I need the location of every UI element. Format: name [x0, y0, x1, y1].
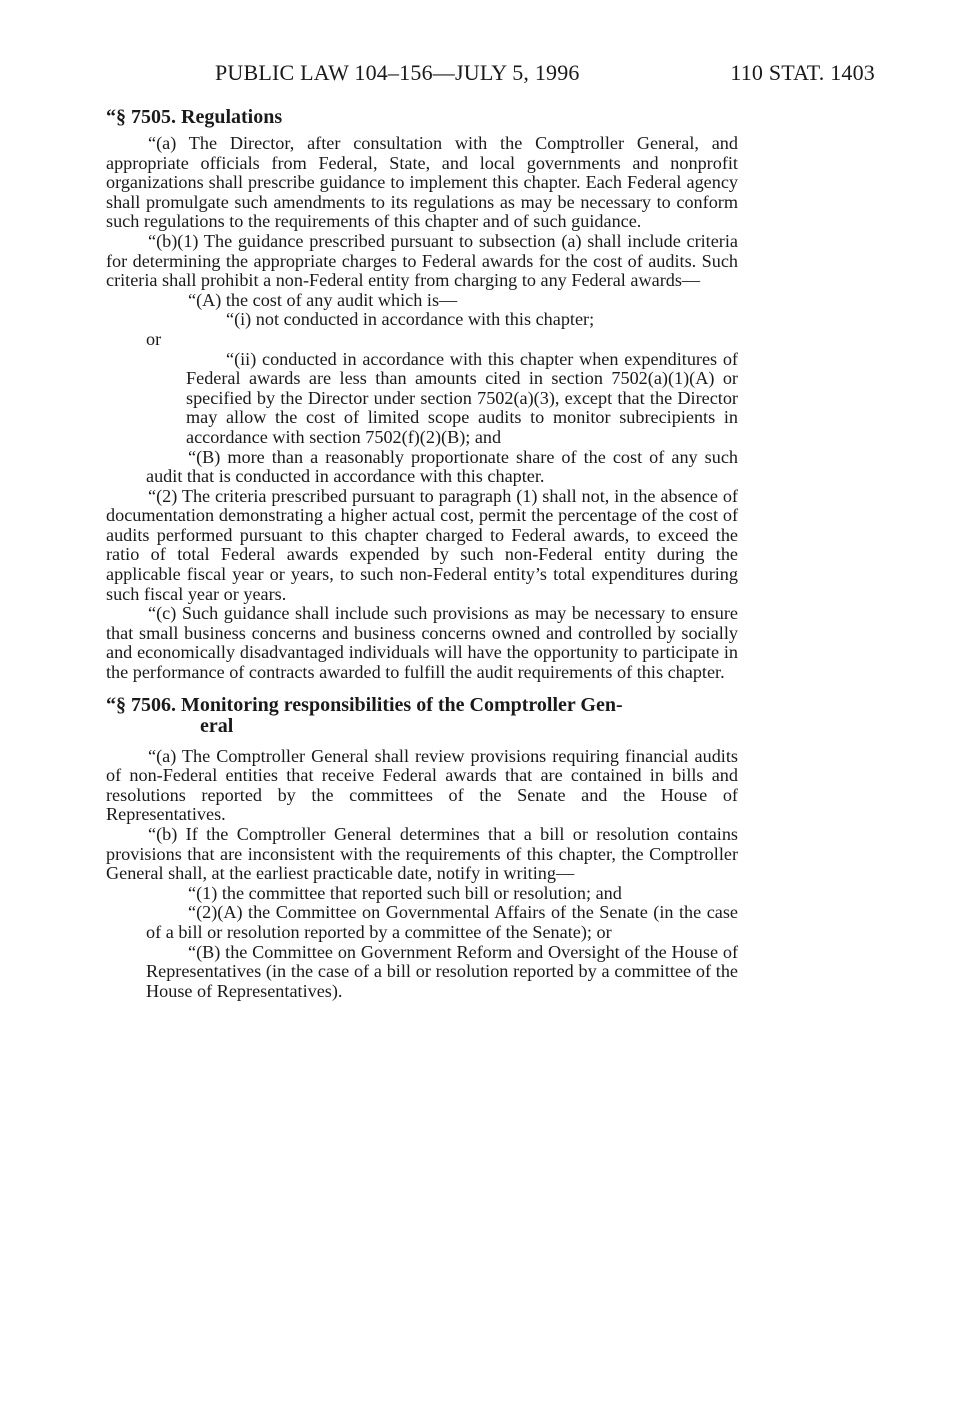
section-7505-paragraph-b2: “(2) The criteria prescribed pursuant to paragraph (1) shall not, in the absence of documentation demonstrating a higher actual cost, permit the percentage of the cost of audits performed pursuant to this chapter charged to Federal awards, to exceed the ratio of total Federal awards expended by such non-Federal entity during the applicable fiscal year or years, to such non-Federal entity’s total expenditures during such fiscal year or years.: [106, 485, 738, 604]
section-7506-paragraph-b2A: “(2)(A) the Committee on Governmental Affairs of the Senate (in the case of a bill or resolution reported by a committee of the Senate); or: [146, 902, 738, 942]
public-law-citation: PUBLIC LAW 104–156—JULY 5, 1996: [215, 60, 580, 85]
section-7505-or-connector: or: [146, 328, 162, 349]
section-7506-heading: [106, 695, 738, 737]
section-7506-subsection-b: “(b) If the Comptroller General determines that a bill or resolution contains provisions that are inconsistent with the requirements of this chapter, the Comptroller General shall, at the earliest practicable date, notify in writing—: [106, 824, 738, 884]
section-7506-subsection-a: “(a) The Comptroller General shall review provisions requiring financial audits of non-Federal entities that receive Federal awards that are contained in bills and resolutions reported by the committees of the Senate and the House of Representatives.: [106, 745, 738, 825]
section-7505-heading: “§ 7505. Regulations: [106, 106, 283, 128]
section-7506-paragraph-b1: “(1) the committee that reported such bill or resolution; and: [188, 882, 622, 903]
section-7505-subsection-a: “(a) The Director, after consultation with the Comptroller General, and appropriate officials from Federal, State, and local governments and nonprofit organizations shall prescribe guidance to implement this chapter. Each Federal agency shall promulgate such amendments to its regulations as may be necessary to conform such regulations to the requirements of this chapter and of such guidance.: [106, 133, 738, 232]
section-7505-subsection-b1: “(b)(1) The guidance prescribed pursuant to subsection (a) shall include criteria for determining the appropriate charges to Federal awards for the cost of audits. Such criteria shall prohibit a non-Federal entity from charging to any Federal awards—: [106, 230, 738, 291]
section-7505-subsection-c: “(c) Such guidance shall include such provisions as may be necessary to ensure that small business concerns and business concerns owned and controlled by socially and economically disadvantaged individuals will have the opportunity to participate in the performance of contracts awarded to fulfill the audit requirements of this chapter.: [106, 603, 738, 683]
statute-page-number: 110 STAT. 1403: [730, 60, 875, 85]
section-7506-paragraph-b2B: “(B) the Committee on Government Reform and Oversight of the House of Representatives (in the case of a bill or resolution reported by a committee of the House of Representatives).: [146, 941, 738, 1001]
section-7506-heading-line1: “§ 7506. Monitoring responsibilities of the Comptroller Gen-: [106, 693, 623, 716]
running-header: [215, 60, 875, 90]
section-7505-clause-b1B: “(B) more than a reasonably proportionate share of the cost of any such audit that is conducted in accordance with this chapter.: [146, 446, 738, 487]
section-7505-clause-b1Aii: “(ii) conducted in accordance with this chapter when expenditures of Federal awards are less than amounts cited in section 7502(a)(1)(A) or specified by the Director under section 7502(a)(3), except that the Director may allow the cost of limited scope audits to monitor subrecipients in accordance with section 7502(f)(2)(B); and: [186, 348, 738, 447]
section-7505-clause-b1A: “(A) the cost of any audit which is—: [188, 289, 458, 310]
section-7506-heading-line2: eral: [200, 714, 234, 737]
section-7505-clause-b1Ai: “(i) not conducted in accordance with this chapter;: [226, 309, 595, 330]
statute-body: [106, 107, 738, 1001]
